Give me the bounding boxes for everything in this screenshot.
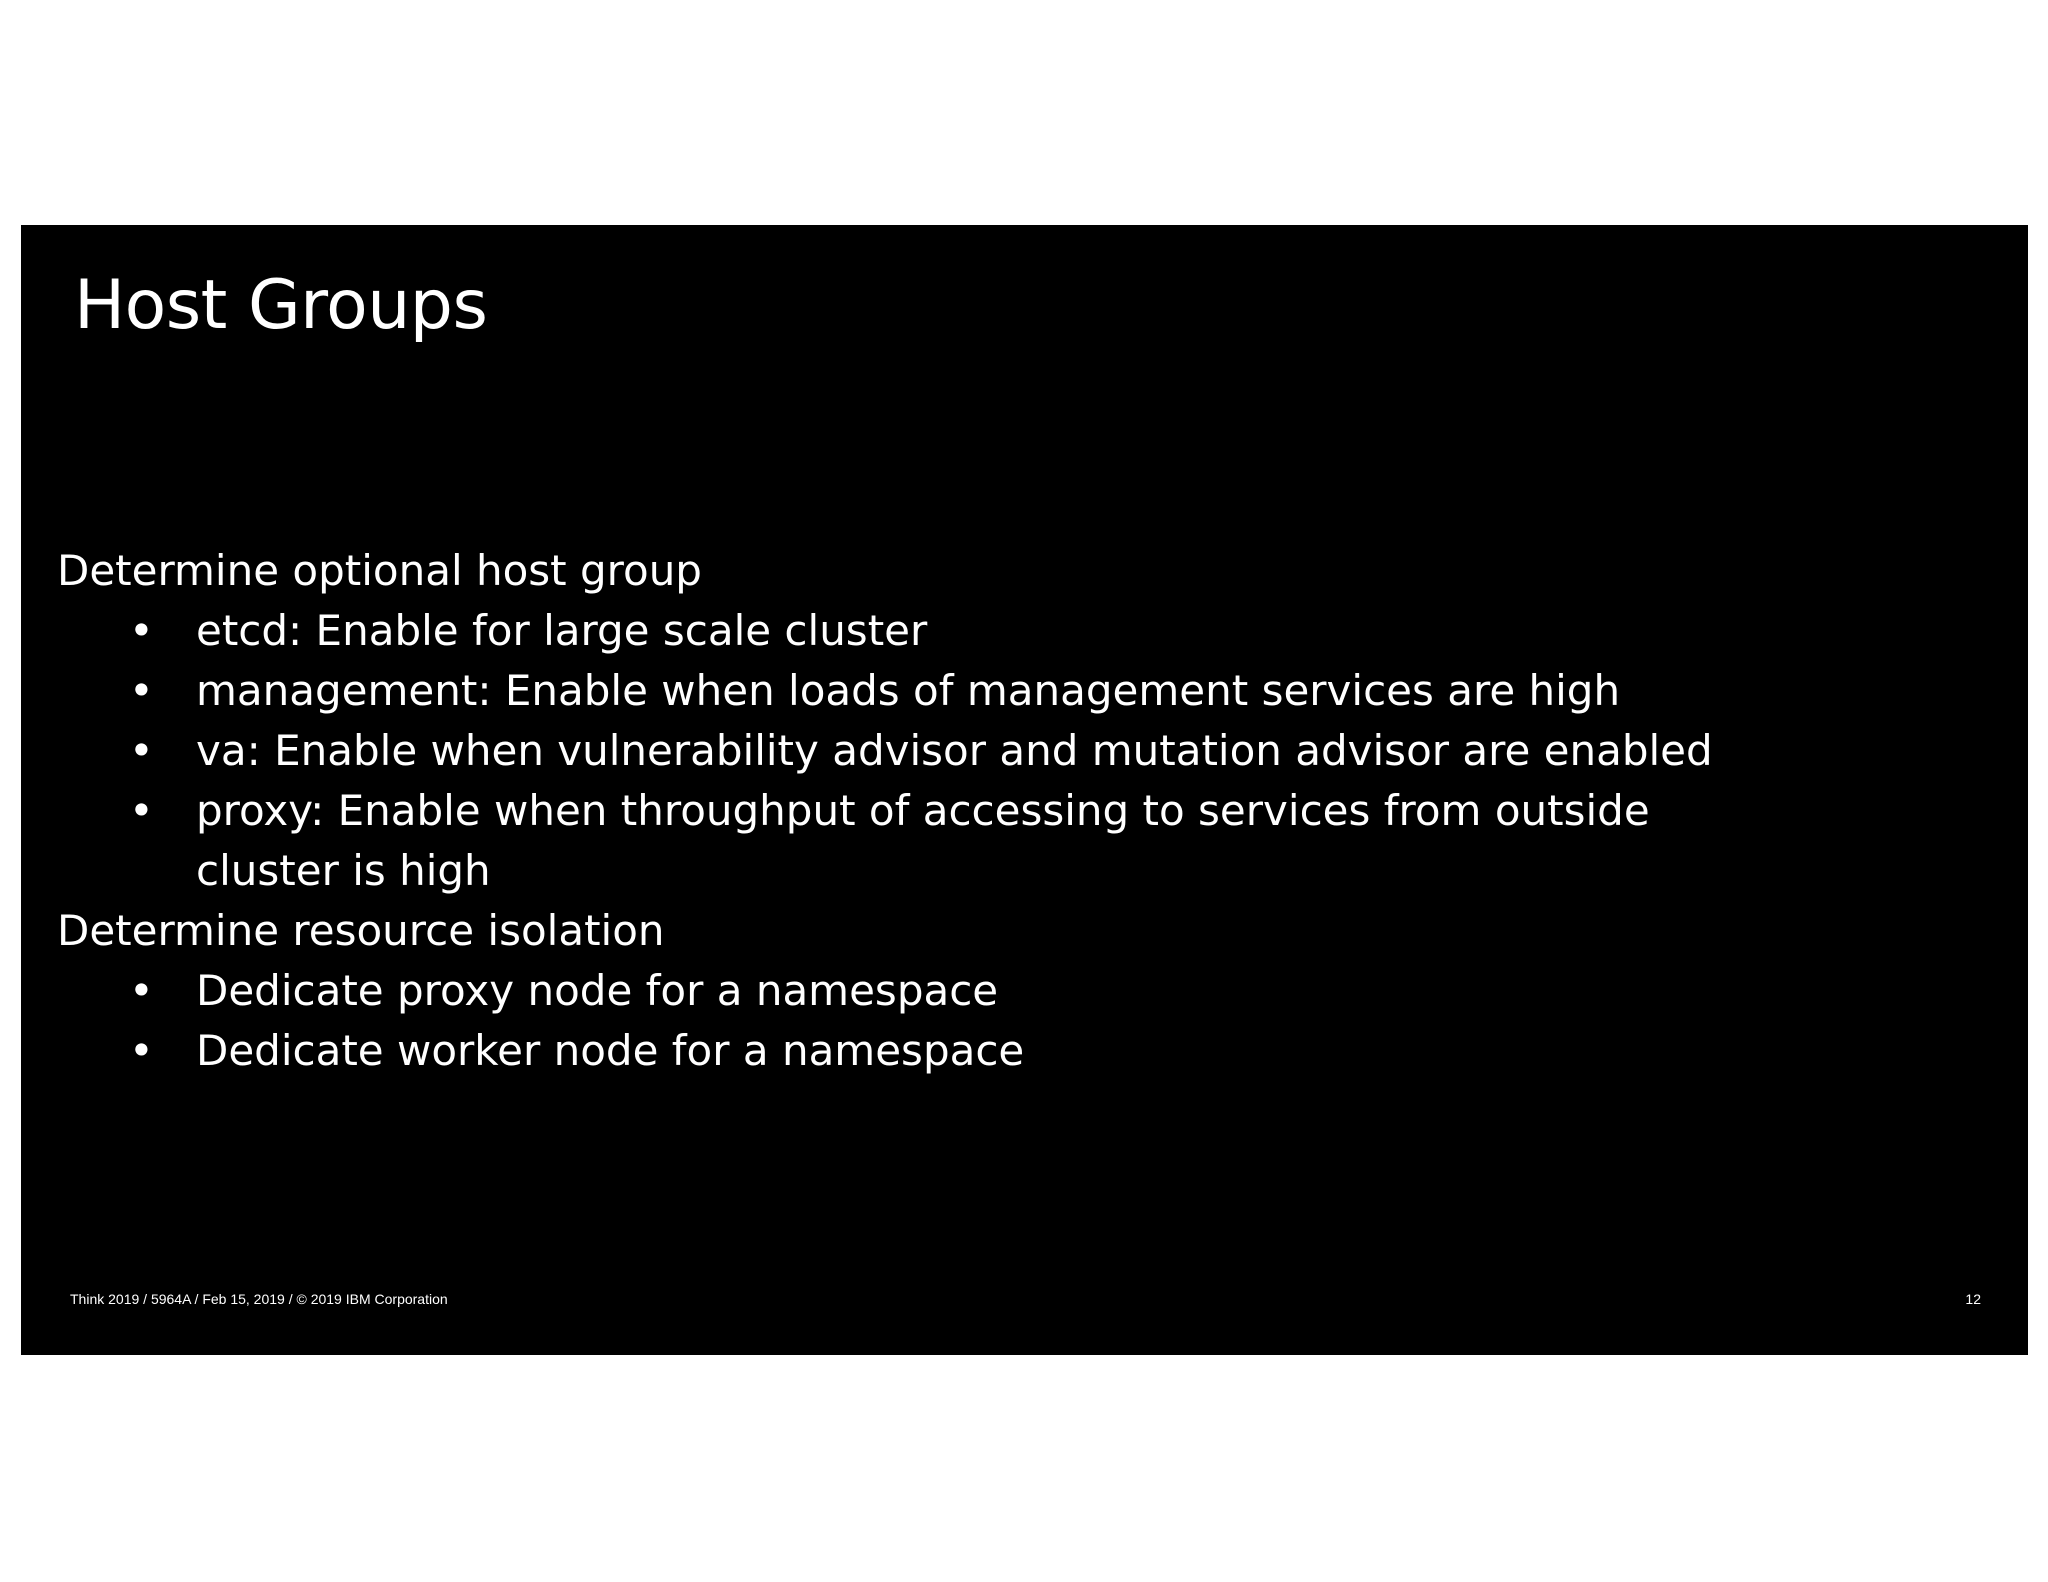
bullet-text: Dedicate proxy node for a namespace	[196, 966, 999, 1015]
bullet-text: va: Enable when vulnerability advisor and mutation advisor are enabled	[196, 726, 1713, 775]
section-heading-resource-isolation: Determine resource isolation	[57, 906, 665, 955]
bullet-list-optional-host-group	[57, 601, 1957, 901]
slide	[21, 225, 2028, 1355]
bullet-item	[57, 601, 1957, 661]
bullet-item	[57, 661, 1957, 721]
bullet-text: etcd: Enable for large scale cluster	[196, 606, 928, 655]
bullet-text: Dedicate worker node for a namespace	[196, 1026, 1025, 1075]
bullet-icon: •	[129, 666, 154, 715]
slide-body	[57, 541, 1957, 1081]
bullet-list-resource-isolation	[57, 961, 1957, 1081]
slide-title: Host Groups	[74, 266, 488, 345]
bullet-text: proxy: Enable when throughput of accessing to services from outside cluster is high	[196, 786, 1650, 895]
bullet-item	[57, 1021, 1957, 1081]
bullet-icon: •	[129, 966, 154, 1015]
bullet-icon: •	[129, 726, 154, 775]
bullet-text: management: Enable when loads of management services are high	[196, 666, 1621, 715]
page-number: 12	[1965, 1291, 1981, 1307]
bullet-icon: •	[129, 606, 154, 655]
section-heading-optional-host-group: Determine optional host group	[57, 546, 702, 595]
bullet-item	[57, 961, 1957, 1021]
bullet-icon: •	[129, 786, 154, 835]
bullet-icon: •	[129, 1026, 154, 1075]
footer-copyright: Think 2019 / 5964A / Feb 15, 2019 / © 2019 IBM Corporation	[70, 1291, 448, 1307]
bullet-item	[57, 721, 1957, 781]
bullet-item	[57, 781, 1957, 901]
